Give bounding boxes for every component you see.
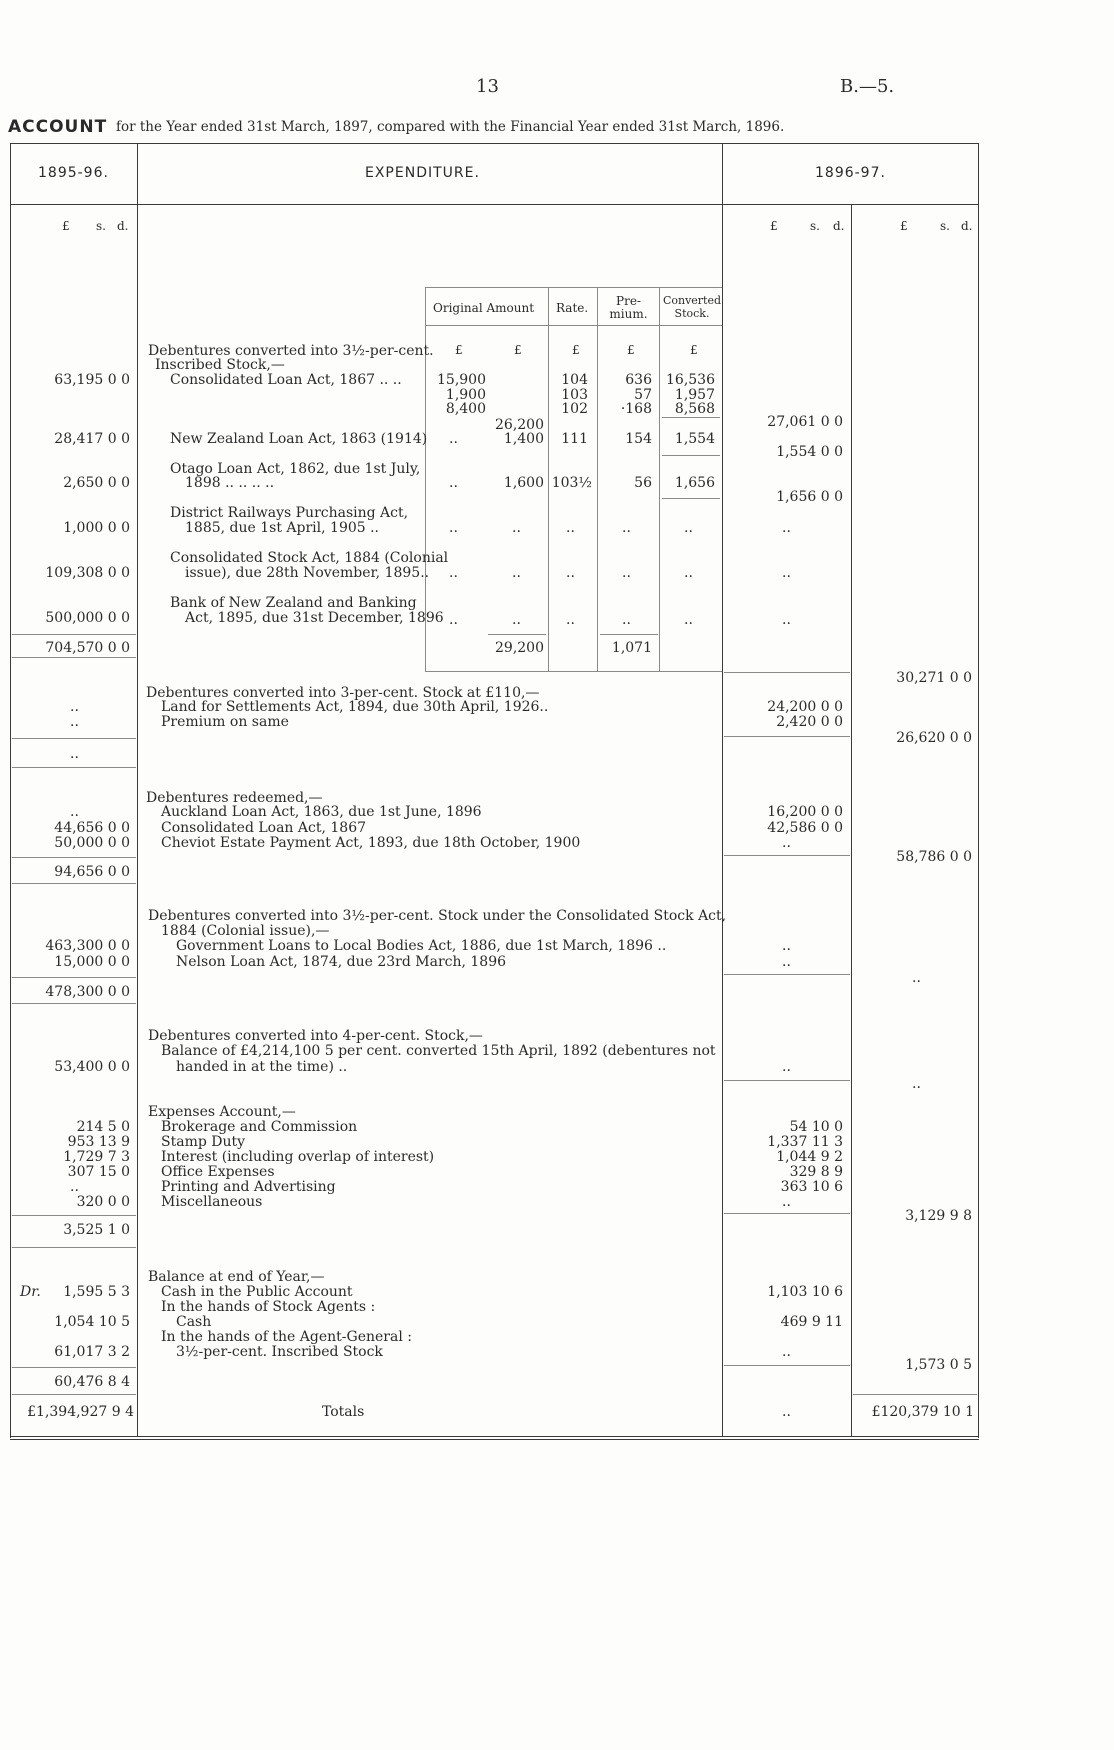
s6-brokerage-left: 214 5 0 bbox=[76, 1119, 130, 1135]
s1-cons-prem-3: ·168 bbox=[620, 401, 652, 417]
s1-bank-dots-5: .. bbox=[684, 612, 693, 628]
s4-right-total: .. bbox=[912, 970, 921, 986]
s1-railways-label-1: District Railways Purchasing Act, bbox=[170, 505, 409, 521]
subtable-top bbox=[425, 287, 722, 288]
s4-title-2: 1884 (Colonial issue),— bbox=[161, 923, 330, 939]
table-top-border bbox=[10, 143, 978, 144]
s2-land-label: Land for Settlements Act, 1894, due 30th April, 1926.. bbox=[161, 699, 549, 715]
s1-bank-dots-1: .. bbox=[449, 612, 458, 628]
column-divider-middle bbox=[722, 143, 723, 1436]
column-divider-right bbox=[851, 205, 852, 1436]
s6-right-total: 3,129 9 8 bbox=[905, 1208, 972, 1224]
s1-railways-dots-2: .. bbox=[512, 520, 521, 536]
table-right-border bbox=[978, 143, 979, 1438]
s7-stock-agents-label: In the hands of Stock Agents : bbox=[161, 1299, 376, 1315]
s6-stamp-label: Stamp Duty bbox=[161, 1134, 246, 1150]
s4-left-rule-bottom bbox=[12, 1003, 136, 1004]
s6-left-rule bbox=[12, 1215, 136, 1216]
s6-printing-mid: 363 10 6 bbox=[780, 1179, 843, 1195]
s1-right-total: 30,271 0 0 bbox=[896, 670, 972, 686]
s6-misc-left: 320 0 0 bbox=[76, 1194, 130, 1210]
s1-bank-dots-3: .. bbox=[566, 612, 575, 628]
s3-cheviot-mid: .. bbox=[782, 835, 791, 851]
s1-nz-left: 28,417 0 0 bbox=[54, 431, 130, 447]
s7-mid-3: .. bbox=[782, 1344, 791, 1360]
s1-cons-orig-1: 15,900 bbox=[437, 372, 486, 388]
s7-mid-2: 469 9 11 bbox=[780, 1314, 843, 1330]
s4-nelson-left: 15,000 0 0 bbox=[54, 954, 130, 970]
s4-title-1: Debentures converted into 3½-per-cent. Stock under the Consolidated Stock Act, bbox=[148, 908, 727, 924]
s7-title: Balance at end of Year,— bbox=[148, 1269, 325, 1285]
s5-mid-rule bbox=[724, 1080, 850, 1081]
s4-nelson-mid: .. bbox=[782, 954, 791, 970]
s3-title: Debentures redeemed,— bbox=[146, 790, 323, 806]
s6-stamp-left: 953 13 9 bbox=[67, 1134, 130, 1150]
header-expenditure: EXPENDITURE. bbox=[365, 165, 480, 181]
s6-title: Expenses Account,— bbox=[148, 1104, 296, 1120]
subtable-rate: Rate. bbox=[556, 301, 589, 315]
s1-otago-label-1: Otago Loan Act, 1862, due 1st July, bbox=[170, 461, 421, 477]
subtable-premium-1: Pre- bbox=[616, 294, 641, 308]
s3-mid-rule bbox=[724, 855, 850, 856]
s1-cons-conv-2: 1,957 bbox=[674, 387, 715, 403]
subtable-converted-1: Converted bbox=[662, 294, 722, 307]
s4-govt-left: 463,300 0 0 bbox=[45, 938, 130, 954]
s1-stockact-label-1: Consolidated Stock Act, 1884 (Colonial bbox=[170, 550, 449, 566]
lsd-d-left: d. bbox=[117, 219, 129, 233]
totals-left: £1,394,927 9 4 bbox=[27, 1404, 134, 1420]
lsd-s-left: s. bbox=[96, 219, 106, 233]
s1-railways-left: 1,000 0 0 bbox=[63, 520, 130, 536]
subtable-pound-2: £ bbox=[514, 343, 522, 357]
s6-misc-mid: .. bbox=[782, 1194, 791, 1210]
s1-railways-dots-1: .. bbox=[449, 520, 458, 536]
table-left-border bbox=[10, 143, 11, 1438]
s3-right-total: 58,786 0 0 bbox=[896, 849, 972, 865]
s1-consolidated-left: 63,195 0 0 bbox=[54, 372, 130, 388]
s3-consolidated-mid: 42,586 0 0 bbox=[767, 820, 843, 836]
lsd-d-right: d. bbox=[961, 219, 973, 233]
s2-left-total: .. bbox=[70, 746, 79, 762]
s2-premium-mid: 2,420 0 0 bbox=[776, 714, 843, 730]
s1-cons-orig-3: 8,400 bbox=[445, 401, 486, 417]
s6-mid-rule bbox=[724, 1213, 850, 1214]
s1-nz-prem: 154 bbox=[625, 431, 652, 447]
s1-consolidated-label: Consolidated Loan Act, 1867 .. .. bbox=[170, 372, 402, 388]
s1-railways-dots-4: .. bbox=[622, 520, 631, 536]
s1-cons-conv-rule bbox=[662, 417, 720, 418]
page-title-rest: for the Year ended 31st March, 1897, compared with the Financial Year ended 31st March, 1896. bbox=[116, 119, 785, 135]
subtable-pound-1: £ bbox=[455, 343, 463, 357]
s1-cons-rate-3: 102 bbox=[561, 401, 588, 417]
s3-left-total: 94,656 0 0 bbox=[54, 864, 130, 880]
s2-right-total: 26,620 0 0 bbox=[896, 730, 972, 746]
totals-mid: .. bbox=[782, 1404, 791, 1420]
s1-nz-orig: 1,400 bbox=[503, 431, 544, 447]
s6-office-label: Office Expenses bbox=[161, 1164, 275, 1180]
s1-nz-rate: 111 bbox=[561, 431, 588, 447]
page-number: 13 bbox=[476, 76, 499, 97]
s7-left-2: 1,054 10 5 bbox=[54, 1314, 130, 1330]
s6-office-mid: 329 8 9 bbox=[789, 1164, 843, 1180]
s1-prem-rule bbox=[600, 634, 658, 635]
s1-cons-conv-1: 16,536 bbox=[666, 372, 715, 388]
s1-railways-mid: .. bbox=[782, 520, 791, 536]
s3-cheviot-left: 50,000 0 0 bbox=[54, 835, 130, 851]
s6-left-total: 3,525 1 0 bbox=[63, 1222, 130, 1238]
s1-bank-dots-2: .. bbox=[512, 612, 521, 628]
s1-stockact-dots-3: .. bbox=[566, 565, 575, 581]
s2-land-left: .. bbox=[70, 699, 79, 715]
s1-cons-rate-1: 104 bbox=[561, 372, 588, 388]
s1-stockact-dots-2: .. bbox=[512, 565, 521, 581]
s1-otago-rate: 103½ bbox=[551, 475, 592, 491]
s1-otago-conv-rule bbox=[662, 498, 720, 499]
s1-bank-label-2: Act, 1895, due 31st December, 1896 bbox=[185, 610, 444, 626]
s6-printing-left: .. bbox=[70, 1179, 79, 1195]
header-1896-97: 1896-97. bbox=[815, 165, 886, 181]
s1-otago-mid: 1,656 0 0 bbox=[776, 489, 843, 505]
lsd-pound-left: £ bbox=[62, 219, 70, 233]
page-reference: B.—5. bbox=[840, 76, 895, 97]
s2-premium-left: .. bbox=[70, 714, 79, 730]
s1-railways-dots-3: .. bbox=[566, 520, 575, 536]
s1-otago-left: 2,650 0 0 bbox=[63, 475, 130, 491]
subtable-pound-3: £ bbox=[572, 343, 580, 357]
s4-mid-rule bbox=[724, 974, 850, 975]
s1-bank-label-1: Bank of New Zealand and Banking bbox=[170, 595, 417, 611]
s6-stamp-mid: 1,337 11 3 bbox=[767, 1134, 843, 1150]
s7-agent-general-label: In the hands of the Agent-General : bbox=[161, 1329, 412, 1345]
s1-bank-mid: .. bbox=[782, 612, 791, 628]
subtable-pound-4: £ bbox=[627, 343, 635, 357]
s1-otago-prem: 56 bbox=[634, 475, 652, 491]
page-title-word: ACCOUNT bbox=[8, 117, 108, 137]
s1-otago-label-2: 1898 .. .. .. .. bbox=[185, 475, 275, 491]
subtable-premium-2: mium. bbox=[609, 307, 648, 321]
s1-otago-dots: .. bbox=[449, 475, 458, 491]
header-bottom-border bbox=[10, 204, 979, 205]
s1-orig-rule bbox=[488, 634, 546, 635]
s1-title-1: Debentures converted into 3½-per-cent. bbox=[148, 343, 434, 359]
s1-stockact-left: 109,308 0 0 bbox=[45, 565, 130, 581]
s6-brokerage-label: Brokerage and Commission bbox=[161, 1119, 358, 1135]
s2-mid-rule bbox=[724, 736, 850, 737]
s1-otago-conv: 1,656 bbox=[674, 475, 715, 491]
s5-title: Debentures converted into 4-per-cent. Stock,— bbox=[148, 1028, 483, 1044]
s6-brokerage-mid: 54 10 0 bbox=[789, 1119, 843, 1135]
s7-right-total: 1,573 0 5 bbox=[905, 1357, 972, 1373]
s7-mid-1: 1,103 10 6 bbox=[767, 1284, 843, 1300]
s5-mid: .. bbox=[782, 1059, 791, 1075]
s1-nz-mid: 1,554 0 0 bbox=[776, 444, 843, 460]
s4-nelson-label: Nelson Loan Act, 1874, due 23rd March, 1896 bbox=[176, 954, 507, 970]
s7-left-1: 1,595 5 3 bbox=[63, 1284, 130, 1300]
s1-stockact-dots-5: .. bbox=[684, 565, 693, 581]
s1-mid-rule bbox=[724, 672, 850, 673]
s1-cons-sub: 26,200 bbox=[495, 417, 544, 433]
s3-auckland-mid: 16,200 0 0 bbox=[767, 804, 843, 820]
totals-label: Totals bbox=[322, 1404, 365, 1420]
s5-left: 53,400 0 0 bbox=[54, 1059, 130, 1075]
s6-interest-mid: 1,044 9 2 bbox=[776, 1149, 843, 1165]
s1-cons-orig-2: 1,900 bbox=[445, 387, 486, 403]
s1-railways-label-2: 1885, due 1st April, 1905 .. bbox=[185, 520, 380, 536]
s4-govt-label: Government Loans to Local Bodies Act, 1886, due 1st March, 1896 .. bbox=[176, 938, 667, 954]
s1-railways-dots-5: .. bbox=[684, 520, 693, 536]
lsd-d-mid: d. bbox=[833, 219, 845, 233]
s1-stockact-mid: .. bbox=[782, 565, 791, 581]
subtable-converted-2: Stock. bbox=[674, 307, 710, 320]
s1-left-rule-bottom bbox=[12, 657, 136, 658]
s6-office-left: 307 15 0 bbox=[67, 1164, 130, 1180]
s3-left-rule bbox=[12, 857, 136, 858]
lsd-pound-mid: £ bbox=[770, 219, 778, 233]
s5-line-2: handed in at the time) .. bbox=[176, 1059, 348, 1075]
s4-govt-mid: .. bbox=[782, 938, 791, 954]
s1-bank-left: 500,000 0 0 bbox=[45, 610, 130, 626]
s1-prem-total: 1,071 bbox=[611, 640, 652, 656]
s1-cons-rate-2: 103 bbox=[561, 387, 588, 403]
s1-cons-prem-1: 636 bbox=[625, 372, 652, 388]
s2-title: Debentures converted into 3-per-cent. Stock at £110,— bbox=[146, 685, 540, 701]
s3-consolidated-label: Consolidated Loan Act, 1867 bbox=[161, 820, 367, 836]
s1-left-total: 704,570 0 0 bbox=[45, 640, 130, 656]
lsd-s-mid: s. bbox=[810, 219, 820, 233]
s1-stockact-label-2: issue), due 28th November, 1895.. bbox=[185, 565, 430, 581]
s7-left-rule bbox=[12, 1367, 136, 1368]
s1-nz-conv-rule bbox=[662, 455, 720, 456]
s7-left-3: 61,017 3 2 bbox=[54, 1344, 130, 1360]
s7-right-rule-bottom bbox=[853, 1394, 977, 1395]
s6-misc-label: Miscellaneous bbox=[161, 1194, 263, 1210]
s1-cons-prem-2: 57 bbox=[634, 387, 652, 403]
header-1895-96: 1895-96. bbox=[38, 165, 109, 181]
s1-otago-orig: 1,600 bbox=[503, 475, 544, 491]
s1-stockact-dots-4: .. bbox=[622, 565, 631, 581]
s1-left-rule bbox=[12, 634, 136, 635]
s1-nz-conv: 1,554 bbox=[674, 431, 715, 447]
subtable-header-bottom bbox=[425, 325, 722, 326]
lsd-s-right: s. bbox=[940, 219, 950, 233]
s1-orig-total: 29,200 bbox=[495, 640, 544, 656]
s7-inscribed-label: 3½-per-cent. Inscribed Stock bbox=[176, 1344, 383, 1360]
s2-left-rule-bottom bbox=[12, 767, 136, 768]
s5-line-1: Balance of £4,214,100 5 per cent. converted 15th April, 1892 (debentures not bbox=[161, 1043, 716, 1059]
s1-stockact-dots-1: .. bbox=[449, 565, 458, 581]
totals-right: £120,379 10 1 bbox=[871, 1404, 974, 1420]
s2-premium-label: Premium on same bbox=[161, 714, 289, 730]
s7-left-rule-bottom bbox=[12, 1394, 136, 1395]
subtable-bottom bbox=[425, 671, 722, 672]
s1-nz-label: New Zealand Loan Act, 1863 (1914) bbox=[170, 431, 428, 447]
s7-cash-label: Cash bbox=[176, 1314, 212, 1330]
s7-mid-rule bbox=[724, 1365, 850, 1366]
s1-bank-dots-4: .. bbox=[622, 612, 631, 628]
table-bottom-border-double bbox=[10, 1439, 979, 1440]
s3-left-rule-bottom bbox=[12, 883, 136, 884]
s4-left-total: 478,300 0 0 bbox=[45, 984, 130, 1000]
s6-printing-label: Printing and Advertising bbox=[161, 1179, 336, 1195]
lsd-pound-right: £ bbox=[900, 219, 908, 233]
subtable-pound-5: £ bbox=[690, 343, 698, 357]
s1-cons-conv-3: 8,568 bbox=[674, 401, 715, 417]
s3-auckland-left: .. bbox=[70, 804, 79, 820]
s1-title-2: Inscribed Stock,— bbox=[155, 357, 285, 373]
s3-consolidated-left: 44,656 0 0 bbox=[54, 820, 130, 836]
s6-left-rule-bottom bbox=[12, 1247, 136, 1248]
s5-right-total: .. bbox=[912, 1076, 921, 1092]
s4-left-rule bbox=[12, 977, 136, 978]
s2-left-rule bbox=[12, 738, 136, 739]
s1-nz-dots: .. bbox=[449, 431, 458, 447]
column-divider-left bbox=[137, 143, 138, 1436]
s6-interest-left: 1,729 7 3 bbox=[63, 1149, 130, 1165]
table-bottom-border bbox=[10, 1436, 979, 1437]
subtable-original-amount: Original Amount bbox=[433, 301, 535, 315]
s1-cons-mid: 27,061 0 0 bbox=[767, 414, 843, 430]
s3-auckland-label: Auckland Loan Act, 1863, due 1st June, 1896 bbox=[161, 804, 482, 820]
subtable-premium-divider bbox=[597, 287, 598, 671]
s3-cheviot-label: Cheviot Estate Payment Act, 1893, due 18th October, 1900 bbox=[161, 835, 581, 851]
s7-left-total: 60,476 8 4 bbox=[54, 1374, 130, 1390]
s6-interest-label: Interest (including overlap of interest) bbox=[161, 1149, 435, 1165]
s7-cash-public-label: Cash in the Public Account bbox=[161, 1284, 353, 1300]
s2-land-mid: 24,200 0 0 bbox=[767, 699, 843, 715]
s7-dr: Dr. bbox=[20, 1284, 41, 1300]
